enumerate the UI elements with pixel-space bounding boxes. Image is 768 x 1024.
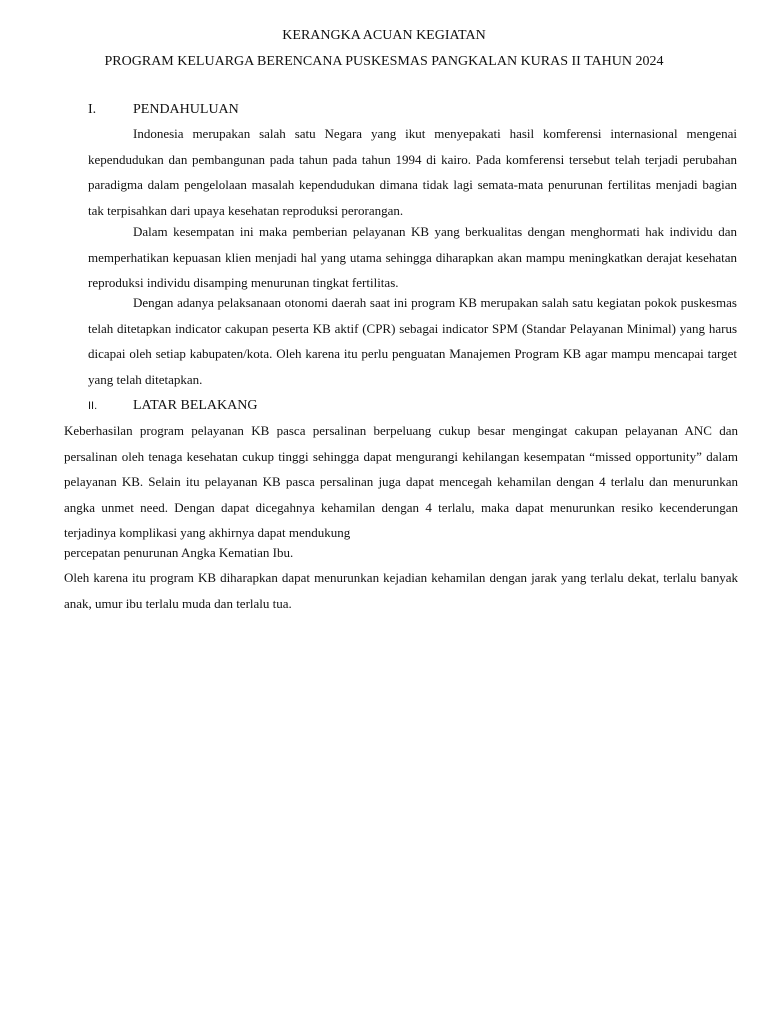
section-heading-latar-belakang: LATAR BELAKANG: [133, 398, 258, 413]
section-heading-pendahuluan: PENDAHULUAN: [133, 102, 239, 117]
section-number-latar-belakang: II.: [88, 400, 98, 412]
section-number-pendahuluan: I.: [88, 102, 97, 117]
paragraph: percepatan penurunan Angka Kematian Ibu.: [64, 545, 294, 560]
paragraph: Oleh karena itu program KB diharapkan dapat menurunkan kejadian kehamilan dengan jarak yang terlalu dekat, terlalu banyak anak, umur ibu terlalu muda dan terlalu tua.: [64, 570, 738, 611]
paragraph: Indonesia merupakan salah satu Negara yang ikut menyepakati hasil komferensi internasional mengenai kependudukan dan pembangunan pada tahun pada tahun 1994 di kairo. Pada komferensi tersebut telah terjadi perubahan paradigma dalam pengelolaan masalah kependudukan dimana tidak lagi semata-mata penurunan fertilitas menjadi bagian tak terpisahkan dari upaya kesehatan reproduksi perorangan.: [88, 126, 737, 218]
paragraph: Dalam kesempatan ini maka pemberian pelayanan KB yang berkualitas dengan menghormati hak individu dan memperhatikan kepuasan klien menjadi hal yang utama sehingga diharapkan akan mampu meningkatkan derajat kesehatan reproduksi individu disamping menurunan tingkat fertilitas.: [88, 224, 737, 290]
document-title: KERANGKA ACUAN KEGIATAN: [282, 28, 486, 43]
paragraph: Keberhasilan program pelayanan KB pasca persalinan berpeluang cukup besar mengingat cakupan pelayanan ANC dan persalinan oleh tenaga kesehatan cukup tinggi sehingga dapat mengurangi kehilangan kesempatan “missed opportunity” dalam pelayanan KB. Selain itu pelayanan KB pasca persalinan juga dapat mencegah kehamilan dengan 4 terlalu dan menurunkan angka unmet need. Dengan dapat dicegahnya kehamilan dengan 4 terlalu, maka dapat menurunkan resiko kecenderungan terjadinya komplikasi yang akhirnya dapat mendukung: [64, 423, 738, 540]
paragraph: Dengan adanya pelaksanaan otonomi daerah saat ini program KB merupakan salah satu kegiatan pokok puskesmas telah ditetapkan indicator cakupan peserta KB aktif (CPR) sebagai indicator SPM (Standar Pelayanan Minimal) yang harus dicapai oleh setiap kabupaten/kota. Oleh karena itu perlu penguatan Manajemen Program KB agar mampu mencapai target yang telah ditetapkan.: [88, 295, 737, 387]
document-subtitle: PROGRAM KELUARGA BERENCANA PUSKESMAS PANGKALAN KURAS II TAHUN 2024: [104, 54, 664, 69]
